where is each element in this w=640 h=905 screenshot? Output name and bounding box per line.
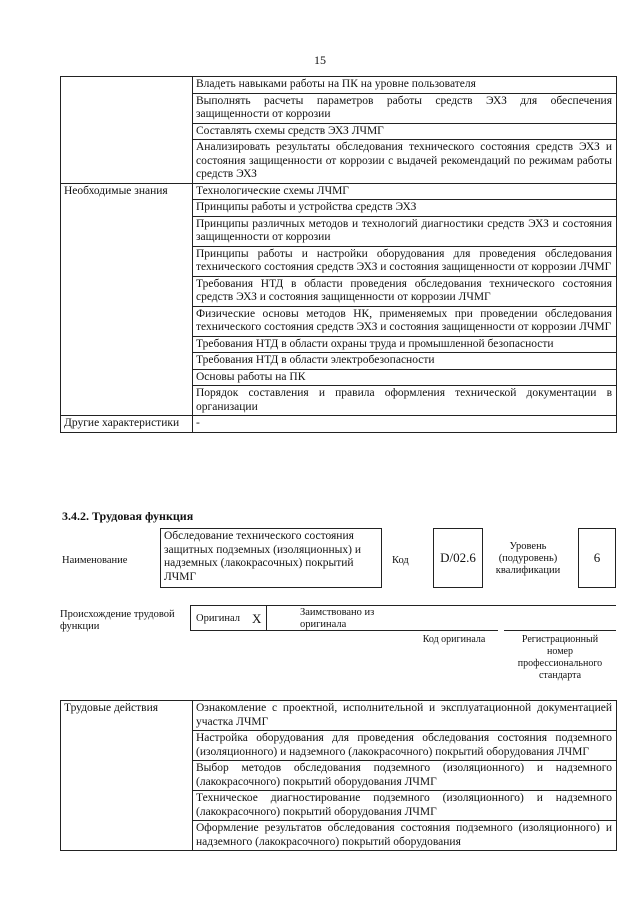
- function-name-box: [160, 528, 382, 588]
- origin-divider: [266, 605, 267, 631]
- reg-number-caption: Регистрационный номер профессионального стандарта: [517, 634, 603, 681]
- section-heading: 3.4.2. Трудовая функция: [62, 509, 194, 523]
- action-row: Техническое диагностирование подземного (изоляционного) и надземного (лакокрасочного) покрытий оборудования ЛЧМГ: [193, 791, 617, 821]
- page-number: 15: [314, 53, 326, 67]
- level-box: [578, 528, 616, 588]
- skill-row: Владеть навыками работы на ПК на уровне пользователя: [193, 77, 617, 94]
- level-label: Уровень (подуровень) квалификации: [495, 541, 561, 576]
- knowledge-row: Физические основы методов НК, применяемых при проведении обследования технического состояния средств ЭХЗ и состояния защищенности от коррозии ЛЧМГ: [193, 306, 617, 336]
- code-original-caption: Код оригинала: [422, 634, 486, 645]
- borrowed-label: Заимствовано из оригинала: [300, 607, 375, 630]
- skills-label-cell: [61, 77, 193, 94]
- knowledge-row: Требования НТД в области электробезопасности: [193, 353, 617, 370]
- action-row: Оформление результатов обследования состояния подземного (изоляционного) и надземного (лакокрасочного) покрытий оборудования: [193, 821, 617, 851]
- skill-row: Выполнять расчеты параметров работы средств ЭХЗ для обеспечения защищенности от коррозии: [193, 93, 617, 123]
- action-row: Ознакомление с проектной, исполнительной и эксплуатационной документацией участка ЛЧМГ: [193, 701, 617, 731]
- actions-table: [60, 700, 617, 851]
- knowledge-row: Принципы работы и устройства средств ЭХЗ: [193, 200, 617, 217]
- actions-label: Трудовые действия: [61, 701, 193, 731]
- other-characteristics-value: -: [193, 416, 617, 433]
- action-row: Выбор методов обследования подземного (изоляционного) и надземного (лакокрасочного) покрытий оборудования ЛЧМГ: [193, 761, 617, 791]
- knowledge-row: Порядок составления и правила оформления технической документации в организации: [193, 386, 617, 416]
- original-mark: X: [252, 611, 262, 626]
- code-label: Код: [392, 555, 409, 566]
- requirements-table: [60, 76, 617, 433]
- reg-number-line: [504, 630, 616, 631]
- knowledge-label: Необходимые знания: [61, 183, 193, 200]
- action-row: Настройка оборудования для проведения обследования состояния подземного (изоляционного) и надземного (лакокрасочного) покрытий оборудования ЛЧМГ: [193, 731, 617, 761]
- skill-row: Составлять схемы средств ЭХЗ ЛЧМГ: [193, 123, 617, 140]
- name-label: Наименование: [62, 555, 128, 566]
- origin-top-line: [406, 605, 616, 606]
- level-value: 6: [593, 550, 601, 566]
- knowledge-row: Требования НТД в области проведения обследования технического состояния средств ЭХЗ и состояния защищенности от коррозии ЛЧМГ: [193, 276, 617, 306]
- knowledge-row: Технологические схемы ЛЧМГ: [193, 183, 617, 200]
- skill-row: Анализировать результаты обследования технического состояния средств ЭХЗ и состояния защищенности от коррозии с выдачей рекомендаций по режимам работы средств ЭХЗ: [193, 140, 617, 184]
- knowledge-row: Принципы работы и настройки оборудования для проведения обследования технического состояния средств ЭХЗ и состояния защищенности от коррозии ЛЧМГ: [193, 246, 617, 276]
- origin-label: Происхождение трудовой функции: [60, 609, 175, 632]
- function-code-box: [433, 528, 483, 588]
- knowledge-row: Принципы различных методов и технологий диагностики средств ЭХЗ и состояния защищенности от коррозии: [193, 216, 617, 246]
- other-characteristics-label: Другие характеристики: [61, 416, 193, 433]
- code-original-line: [406, 630, 498, 631]
- function-code-value: D/02.6: [440, 550, 476, 566]
- knowledge-row: Требования НТД в области охраны труда и промышленной безопасности: [193, 336, 617, 353]
- original-label: Оригинал: [196, 613, 240, 624]
- function-name-value: Обследование технического состояния защитных подземных (изоляционных) и надземных (лакокрасочных) покрытий ЛЧМГ: [164, 530, 361, 583]
- knowledge-row: Основы работы на ПК: [193, 369, 617, 386]
